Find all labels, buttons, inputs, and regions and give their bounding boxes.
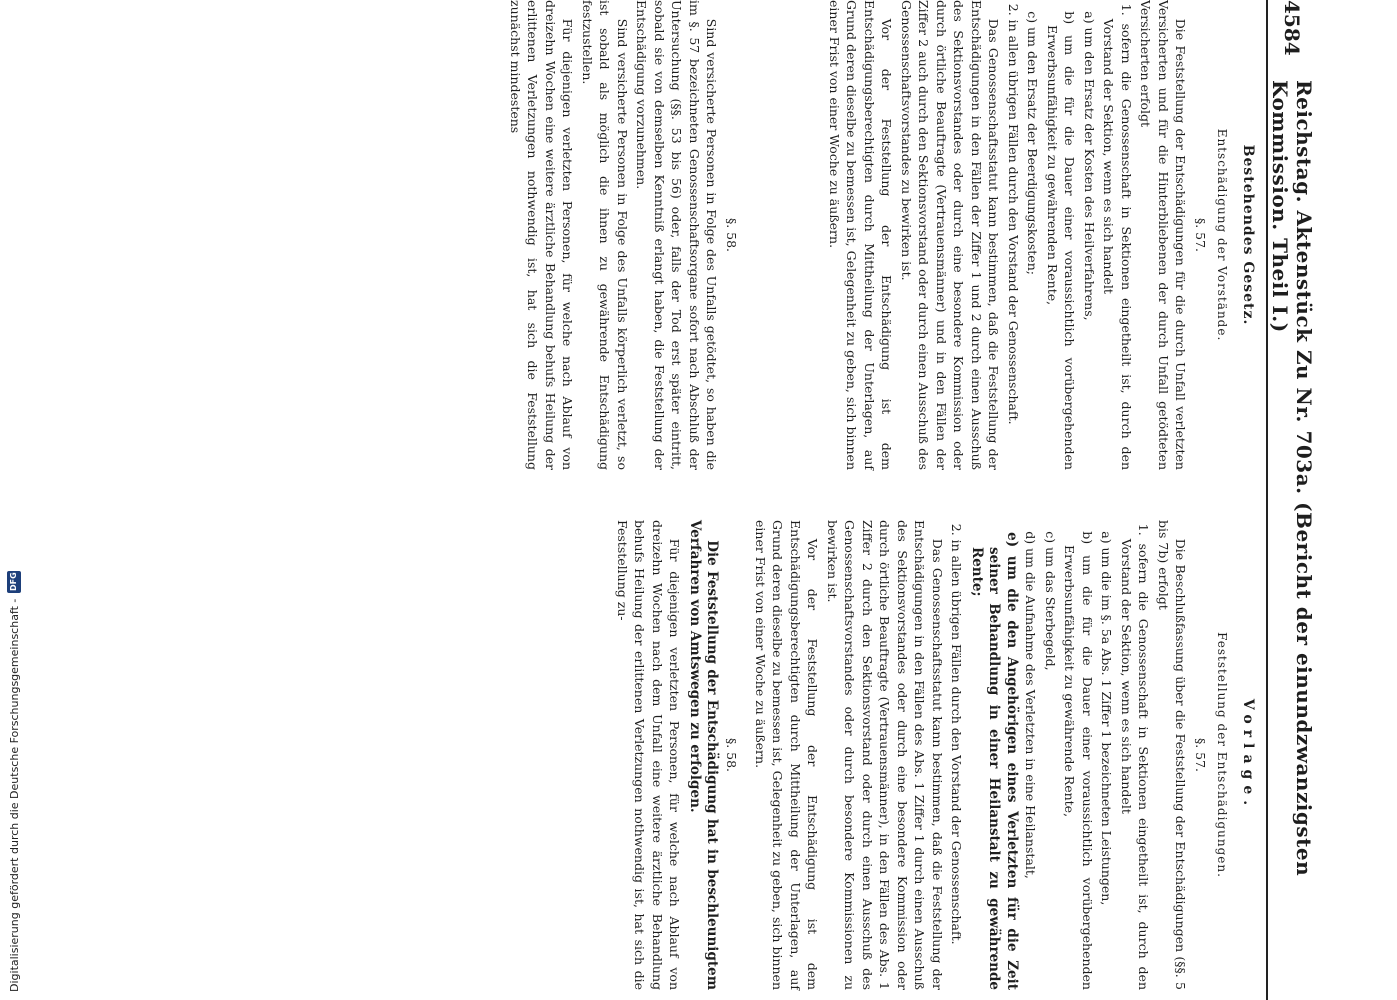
left-paragraph-3: Sind versicherte Personen in Folge des Unfalls getödtet, so haben die im §. 57 bezeichneten Genossenschaftsorgane sofort nach Abschluß der Untersuchung (§§. 53 bis 56) oder, falls der Tod erst später eintritt, sobald sie von demselben Kenntniß erlangt haben, die Feststellung der Entschädigung vorzunehmen. bbox=[634, 0, 720, 470]
left-heading: Bestehendes Gesetz. bbox=[1240, 144, 1256, 326]
page-header bbox=[1268, 0, 1316, 1000]
right-item-1b: b) um die für die Dauer einer voraussichtlich vorübergehenden Erwerbsunfähigkeit zu gewährende Rente, bbox=[1062, 531, 1095, 990]
left-column-bottom bbox=[505, 0, 743, 470]
right-intro: Die Beschlußfassung über die Feststellung der Entschädigungen (§§. 5 bis 7b) erfolgt bbox=[1156, 520, 1189, 990]
right-paragraph-1: Das Genossenschaftsstatut kann bestimmen, daß die Feststellung der Entschädigungen in den Fällen des Abs. 1 Ziffer 1 durch einen Ausschuß des Sektionsvorstandes oder durch eine besondere Kommission oder durch örtliche Beauftragte (Vertrauensmänner), in den Fällen des Abs. 1 Ziffer 2 durch den Sektionsvorstand oder durch einen Ausschuß des Genossenschaftsvorstandes oder durch besondere Kommissionen zu bewirken ist. bbox=[825, 520, 945, 990]
left-intro: Die Feststellung der Entschädigungen für die durch Unfall verletzten Versicherten und für die Hinterbliebenen der durch Unfall getödteten Versicherten erfolgt bbox=[1138, 0, 1189, 470]
right-column-top bbox=[750, 520, 1261, 990]
left-paragraph-1: Das Genossenschaftsstatut kann bestimmen, daß die Feststellung der Entschädigungen in den Fällen der Ziffer 1 und 2 durch einen Ausschuß des Sektionsvorstandes oder durch eine besondere Kommission oder durch örtliche Beauftragte (Vertrauensmänner) und in den Fällen der Ziffer 2 auch durch den Sektionsvorstand oder durch einen Ausschuß des Genossenschaftsvorstandes zu bewirken ist. bbox=[899, 0, 1002, 470]
right-section-57: §. 57. bbox=[1193, 737, 1208, 773]
right-paragraph-5: Für diejenigen verletzten Personen, für welche nach Ablauf von dreizehn Wochen nach dem Unfall eine weitere ärztliche Behandlung behufs Heilung der erlittenen Verletzungen nothwendig ist, hat sich die Feststellung zu- bbox=[615, 520, 683, 990]
left-item-2: 2. in allen übrigen Fällen durch den Vorstand der Genossenschaft. bbox=[1006, 3, 1021, 425]
left-item-1a: a) um den Ersatz der Kosten des Heilverfahrens, bbox=[1082, 11, 1097, 321]
right-heading: Vorlage. bbox=[1240, 698, 1256, 812]
right-column-bottom bbox=[612, 520, 743, 990]
right-section-58: §. 58. bbox=[724, 737, 739, 773]
left-section-58: §. 58. bbox=[724, 217, 739, 253]
digitization-footer bbox=[2, 0, 26, 1000]
right-item-1a: a) um die im §. 5a Abs. 1 Ziffer 1 bezeichneten Leistungen, bbox=[1099, 531, 1115, 906]
left-item-1b: b) um die für die Dauer einer voraussichtlich vorübergehenden Erwerbsunfähigkeit zu gewährenden Rente, bbox=[1045, 11, 1078, 470]
left-paragraph-5: Für diejenigen verletzten Personen, für welche nach Ablauf von dreizehn Wochen eine weitere ärztliche Behandlung behufs Heilung der erlittenen Verletzungen nothwendig ist, hat sich die Feststellung zunächst mindestens bbox=[508, 0, 576, 470]
left-paragraph-2: Vor der Feststellung der Entschädigung ist dem Entschädigungsberechtigten durch Mittheilung der Unterlagen, auf Grund deren dieselbe zu bemessen ist, Gelegenheit zu geben, sich binnen einer Frist von einer Woche zu äußern. bbox=[827, 0, 895, 470]
right-item-2: 2. in allen übrigen Fällen durch den Vorstand der Genossenschaft. bbox=[949, 523, 965, 945]
right-item-1c: c) um das Sterbegeld, bbox=[1043, 531, 1058, 671]
left-section-57: §. 57. bbox=[1193, 217, 1208, 253]
left-item-1: 1. sofern die Genossenschaft in Sektionen eingetheilt ist, durch den Vorstand der Sektion, wenn es sich handelt bbox=[1101, 3, 1134, 470]
page-title: Reichstag. Aktenstück Zu Nr. 703a. (Bericht der einundzwanzigsten Kommission. Theil I.) bbox=[1268, 80, 1316, 877]
right-subheading: Feststellung der Entschädigungen. bbox=[1215, 632, 1230, 878]
left-subheading: Entschädigung der Vorstände. bbox=[1215, 128, 1230, 342]
page-number: 4584 bbox=[1280, 0, 1304, 56]
footer-text: Digitalisierung gefördert durch die Deutsche Forschungsgemeinschaft - bbox=[7, 598, 21, 992]
right-item-1d: d) um die Aufnahme des Verletzten in eine Heilanstalt, bbox=[1023, 531, 1039, 879]
right-item-1e: e) um die den Angehörigen eines Verletzten für die Zeit seiner Behandlung in einer Heilanstalt zu gewährende Rente; bbox=[969, 532, 1020, 990]
document-page bbox=[32, 0, 1316, 1000]
right-item-1: 1. sofern die Genossenschaft in Sektionen eingetheilt ist, durch den Vorstand der Sektion, wenn es sich handelt bbox=[1119, 523, 1152, 990]
left-column-top bbox=[824, 0, 1261, 470]
left-item-1c: c) um den Ersatz der Beerdigungskosten; bbox=[1025, 11, 1041, 275]
left-paragraph-4: Sind versicherte Personen in Folge des Unfalls körperlich verletzt, so ist sobald als möglich die ihnen zu gewährende Entschädigung festzustellen. bbox=[580, 0, 630, 470]
header-rule bbox=[1266, 0, 1268, 1000]
right-paragraph-3: Die Feststellung der Entschädigung hat in beschleunigtem Verfahren von Amtswegen zu erfolgen. bbox=[687, 520, 721, 990]
right-paragraph-2: Vor der Feststellung der Entschädigung ist dem Entschädigungsberechtigten durch Mittheilung der Unterlagen, auf Grund deren dieselbe zu bemessen ist, Gelegenheit zu geben, sich binnen einer Frist von einer Woche zu äußern. bbox=[753, 520, 821, 990]
dfg-logo-icon: DFG bbox=[7, 571, 21, 593]
